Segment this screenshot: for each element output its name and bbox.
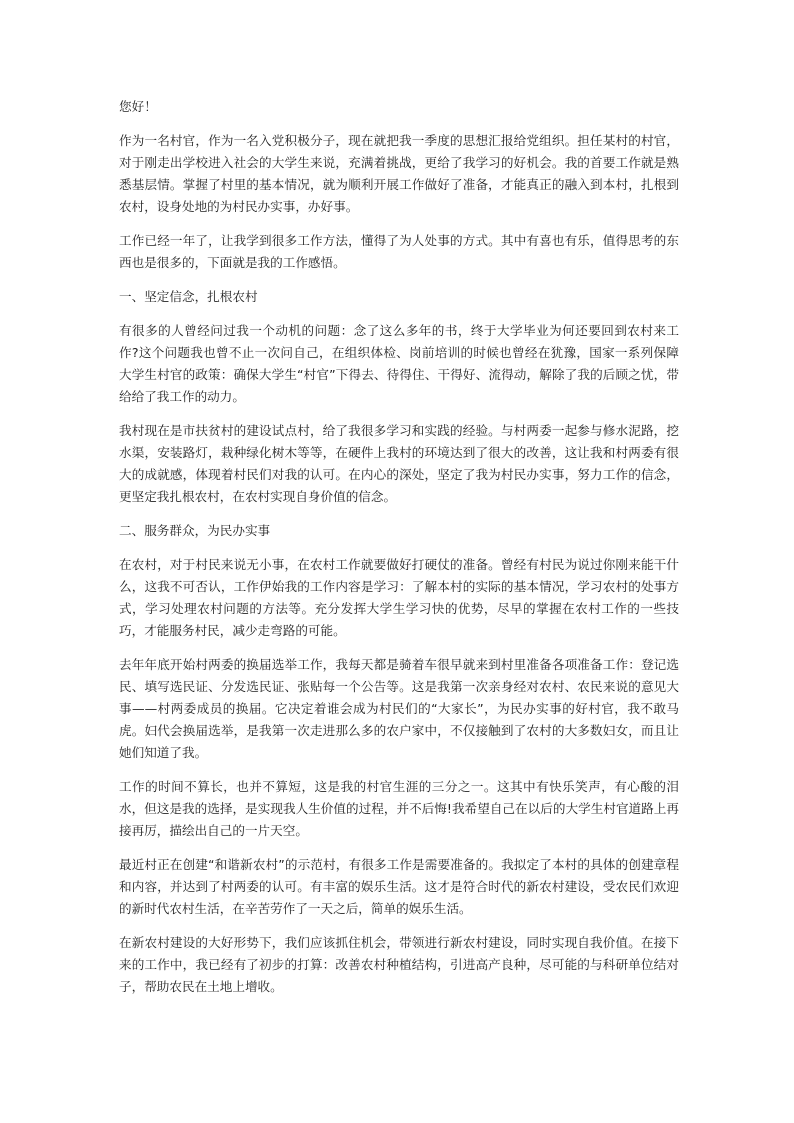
intro-paragraph-2: 工作已经一年了，让我学到很多工作方法，懂得了为人处事的方式。其中有喜也有乐，值得思考的东西也是很多的，下面就是我的工作感悟。 xyxy=(119,233,679,270)
section-2-paragraph-4: 最近村正在创建“和谐新农村”的示范村，有很多工作是需要准备的。我拟定了本村的具体的创建章程和内容，并达到了村两委的认可。有丰富的娱乐生活。这才是符合时代的新农村建设，受农民们欢迎的新时代农村生活，在辛苦劳作了一天之后，简单的娱乐生活。 xyxy=(119,857,679,916)
section-1-paragraph-1: 有很多的人曾经问过我一个动机的问题：念了这么多年的书，终于大学毕业为何还要回到农村来工作?这个问题我也曾不止一次问自己，在组织体检、岗前培训的时候也曾经在犹豫，国家一系列保障大学生村官的政策：确保大学生“村官”下得去、待得住、干得好、流得动，解除了我的后顾之忧，带给给了我工作的动力。 xyxy=(119,323,679,404)
greeting: 您好！ xyxy=(119,99,157,114)
section-2-paragraph-1: 在农村，对于村民来说无小事，在农村工作就要做好打硬仗的准备。曾经有村民为说过你刚来能干什么，这我不可否认，工作伊始我的工作内容是学习：了解本村的实际的基本情况，学习农村的处事方式，学习处理农村问题的方法等。充分发挥大学生学习快的优势，尽早的掌握在农村工作的一些技巧，才能服务村民，减少走弯路的可能。 xyxy=(119,557,679,638)
section-1-paragraph-2: 我村现在是市扶贫村的建设试点村，给了我很多学习和实践的经验。与村两委一起参与修水泥路，挖水渠，安装路灯，栽种绿化树木等等，在硬件上我村的环境达到了很大的改善，这让我和村两委有很大的成就感，体现着村民们对我的认可。在内心的深处，坚定了我为村民办实事，努力工作的信念，更坚定我扎根农村，在农村实现自身价值的信念。 xyxy=(119,423,679,504)
section-2-heading: 二、服务群众，为民办实事 xyxy=(119,523,271,538)
section-1-heading: 一、坚定信念，扎根农村 xyxy=(119,289,258,304)
section-2-paragraph-2: 去年年底开始村两委的换届选举工作，我每天都是骑着车很早就来到村里准备各项准备工作：登记选民、填写选民证、分发选民证、张贴每一个公告等。这是我第一次亲身经对农村、农民来说的意见大事——村两委成员的换届。它决定着谁会成为村民们的“大家长”，为民办实事的好村官，我不敢马虎。妇代会换届选举，是我第一次走进那么多的农户家中，不仅接触到了农村的大多数妇女，而且让她们知道了我。 xyxy=(119,657,679,760)
section-2-paragraph-3: 工作的时间不算长，也并不算短，这是我的村官生涯的三分之一。这其中有快乐笑声，有心酸的泪水，但这是我的选择，是实现我人生价值的过程，并不后悔!我希望自己在以后的大学生村官道路上再接再厉，描绘出自己的一片天空。 xyxy=(119,779,679,838)
document-body xyxy=(119,96,679,1010)
intro-paragraph-1: 作为一名村官，作为一名入党积极分子，现在就把我一季度的思想汇报给党组织。担任某村的村官，对于刚走出学校进入社会的大学生来说，充满着挑战，更给了我学习的好机会。我的首要工作就是熟悉基层情。掌握了村里的基本情况，就为顺利开展工作做好了准备，才能真正的融入到本村，扎根到农村，设身处地的为村民办实事，办好事。 xyxy=(119,133,679,214)
section-2-paragraph-5: 在新农村建设的大好形势下，我们应该抓住机会，带领进行新农村建设，同时实现自我价值。在接下来的工作中，我已经有了初步的打算：改善农村种植结构，引进高产良种，尽可能的与科研单位结对子，帮助农民在土地上增收。 xyxy=(119,935,679,994)
